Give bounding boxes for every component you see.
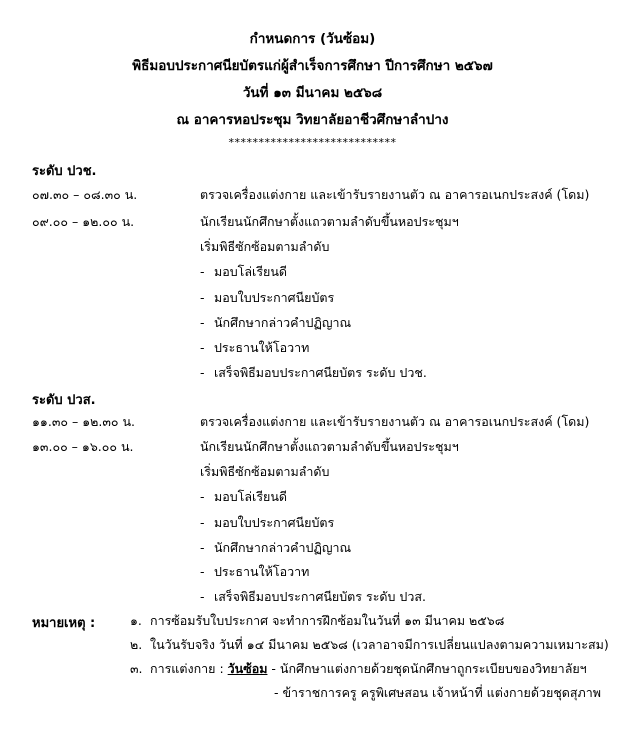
dash-marker: - (200, 489, 205, 504)
dress-code-prefix: การแต่งกาย : (150, 661, 228, 676)
list-item-text: มอบโล่เรียนดี (214, 264, 288, 279)
list-item-text: เสร็จพิธีมอบประกาศนียบัตร ระดับ ปวส. (214, 589, 426, 604)
dash-marker: - (200, 365, 205, 380)
dash-marker: - (200, 564, 205, 579)
note-number: ๑. (130, 613, 142, 628)
schedule-desc: นักเรียนนักศึกษาตั้งแถวตามลำดับขึ้นหอประชุมฯ (200, 439, 459, 454)
note-text: การซ้อมรับใบประกาศ จะทำการฝึกซ้อมในวันที่ ๑๓ มีนาคม ๒๕๖๘ (150, 613, 505, 628)
note-number: ๓. (130, 661, 143, 676)
dash-marker: - (200, 515, 205, 530)
list-item (200, 261, 287, 283)
list-item (200, 337, 309, 359)
list-item (200, 561, 309, 583)
list-item (200, 287, 334, 309)
dash-marker: - (200, 290, 205, 305)
list-item-text: ประธานให้โอวาท (214, 340, 310, 355)
schedule-desc: ตรวจเครื่องแต่งกาย และเข้ารับรายงานตัว ณ อาคารอเนกประสงค์ (โดม) (200, 414, 590, 429)
header-ceremony: พิธีมอบประกาศนียบัตรแก่ผู้สำเร็จการศึกษา ปีการศึกษา ๒๕๖๗ (132, 58, 493, 74)
list-item-text: มอบโล่เรียนดี (214, 489, 288, 504)
header-date: วันที่ ๑๓ มีนาคม ๒๕๖๘ (242, 85, 383, 101)
list-item-text: มอบใบประกาศนียบัตร (214, 515, 335, 530)
list-item-text: มอบใบประกาศนียบัตร (214, 290, 335, 305)
list-item (200, 362, 427, 384)
list-item (200, 537, 351, 559)
schedule-row (32, 436, 602, 458)
header-divider: **************************** (228, 136, 397, 149)
notes-label: หมายเหตุ : (32, 616, 96, 631)
rehearsal-start: เริ่มพิธีซักซ้อมตามลำดับ (200, 239, 330, 254)
list-item (200, 312, 351, 334)
list-item-text: นักศึกษากล่าวคำปฏิญาณ (214, 315, 352, 330)
list-item-text: นักศึกษากล่าวคำปฏิญาณ (214, 540, 352, 555)
header-title: กำหนดการ (วันซ้อม) (249, 31, 376, 47)
dash-marker: - (200, 589, 205, 604)
section-title-pvc: ระดับ ปวช. (32, 164, 97, 179)
dash-marker: - (200, 315, 205, 330)
schedule-desc: นักเรียนนักศึกษาตั้งแถวตามลำดับขึ้นหอประชุมฯ (200, 214, 459, 229)
dash-marker: - (200, 540, 205, 555)
note-dress-code (150, 658, 587, 680)
note-dress-code-staff: - ข้าราชการครู ครูพิเศษสอน เจ้าหน้าที่ แต่งกายด้วยชุดสุภาพ (274, 685, 602, 700)
note-number: ๒. (130, 637, 143, 652)
list-item (200, 586, 426, 608)
list-item (200, 512, 334, 534)
rehearsal-start: เริ่มพิธีซักซ้อมตามลำดับ (200, 464, 330, 479)
schedule-row (32, 211, 602, 233)
rehearsal-day-label: วันซ้อม (227, 661, 268, 676)
schedule-time: ๑๑.๓๐ – ๑๒.๓๐ น. (32, 414, 136, 429)
section-title-pvs: ระดับ ปวส. (32, 393, 96, 408)
list-item-text: เสร็จพิธีมอบประกาศนียบัตร ระดับ ปวช. (214, 365, 427, 380)
note-text: ในวันรับจริง วันที่ ๑๔ มีนาคม ๒๕๖๘ (เวลาอาจมีการเปลี่ยนแปลงตามความเหมาะสม) (150, 637, 609, 652)
schedule-row (32, 411, 602, 433)
header-venue: ณ อาคารหอประชุม วิทยาลัยอาชีวศึกษาลำปาง (176, 112, 449, 128)
document-header (0, 26, 625, 152)
schedule-row (32, 461, 602, 483)
schedule-row (32, 184, 602, 206)
schedule-time: ๐๙.๐๐ – ๑๒.๐๐ น. (32, 214, 135, 229)
list-item-text: ประธานให้โอวาท (214, 564, 310, 579)
schedule-row (32, 236, 602, 258)
schedule-time: ๐๗.๓๐ – ๐๘.๓๐ น. (32, 187, 138, 202)
schedule-time: ๑๓.๐๐ – ๑๖.๐๐ น. (32, 439, 134, 454)
dash-marker: - (200, 264, 205, 279)
dress-code-students: - นักศึกษาแต่งกายด้วยชุดนักศึกษาถูกระเบียบของวิทยาลัยฯ (267, 661, 587, 676)
schedule-desc: ตรวจเครื่องแต่งกาย และเข้ารับรายงานตัว ณ อาคารอเนกประสงค์ (โดม) (200, 187, 590, 202)
list-item (200, 486, 287, 508)
dash-marker: - (200, 340, 205, 355)
